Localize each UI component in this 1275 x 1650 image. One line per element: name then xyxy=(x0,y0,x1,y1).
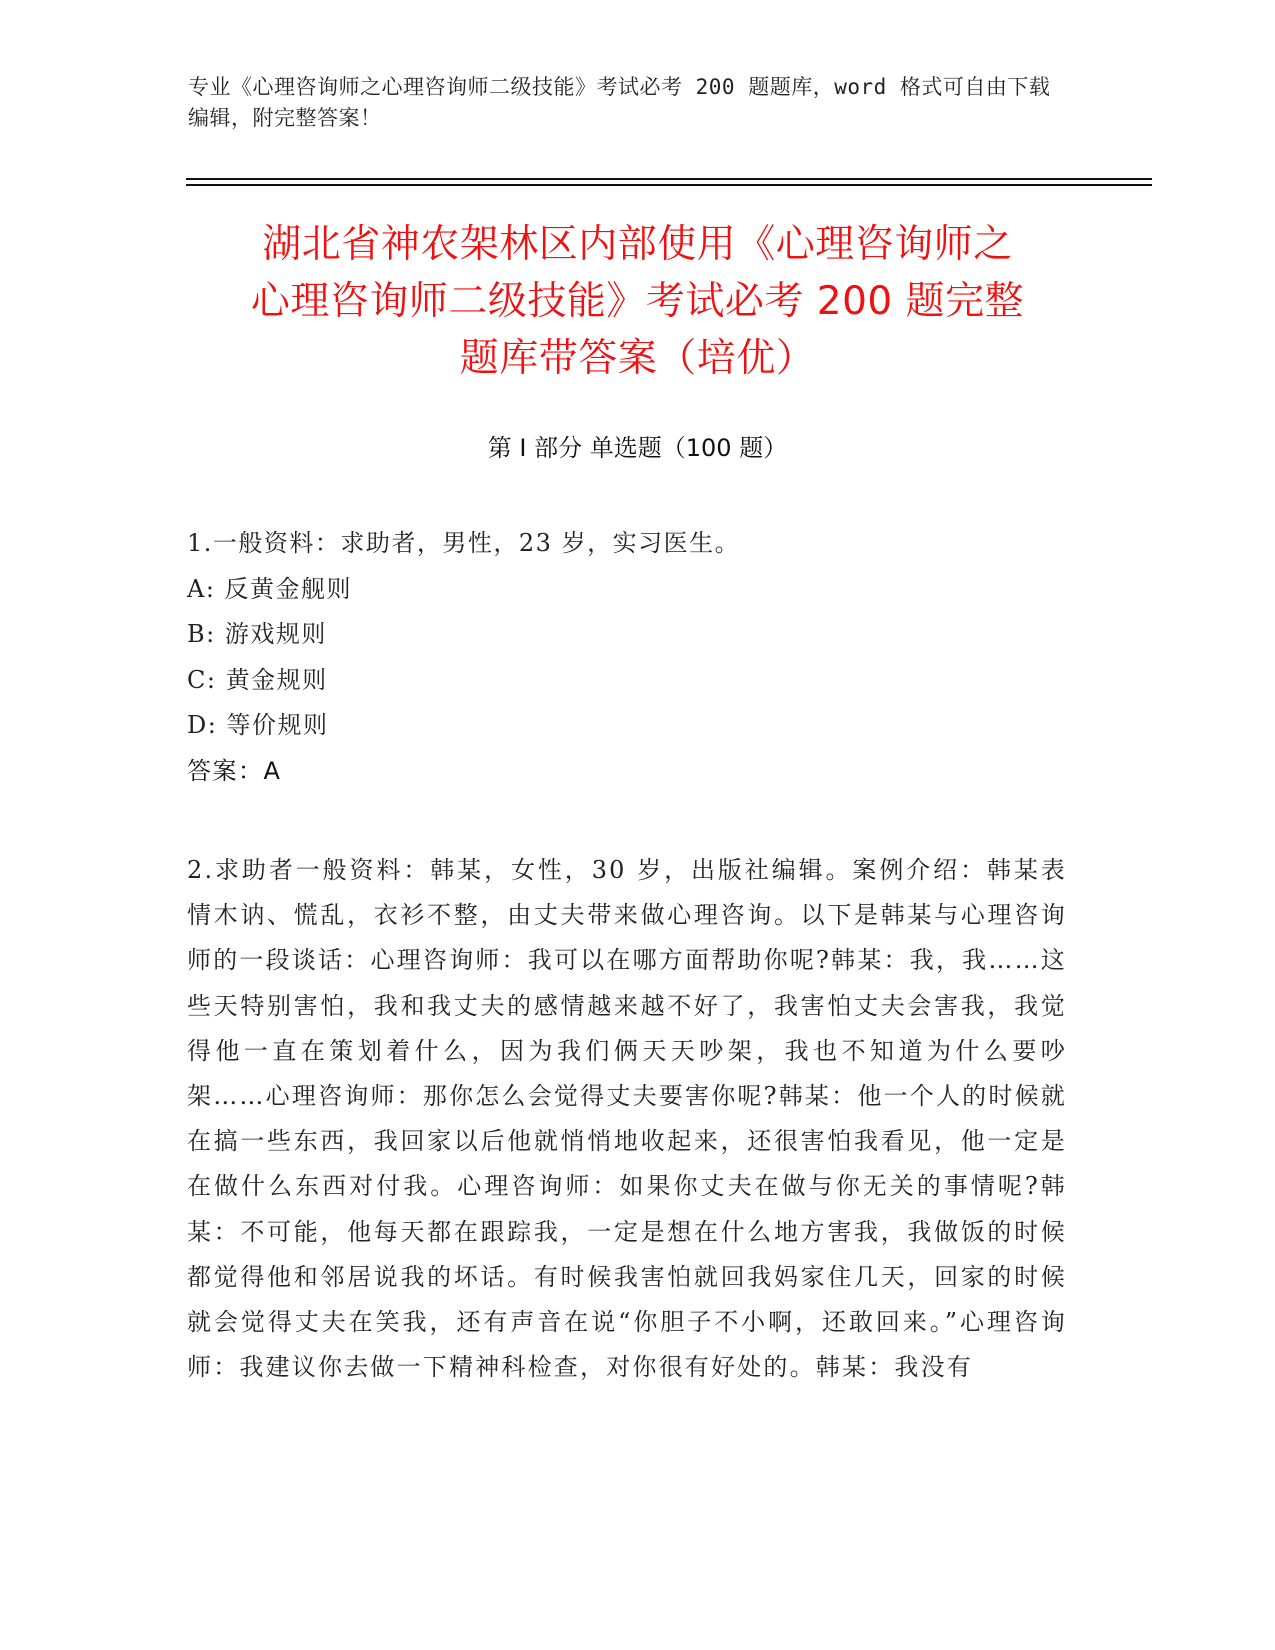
question-2: 2.求助者一般资料：韩某，女性，30 岁，出版社编辑。案例介绍：韩某表情木讷、慌乱，衣衫不整，由丈夫带来做心理咨询。以下是韩某与心理咨询师的一段谈话：心理咨询师：我可以在哪方面帮助你呢?韩某：我，我……这些天特别害怕，我和我丈夫的感情越来越不好了，我害怕丈夫会害我，我觉得他一直在策划着什么，因为我们俩天天吵架，我也不知道为什么要吵架……心理咨询师：那你怎么会觉得丈夫要害你呢?韩某：他一个人的时候就在搞一些东西，我回家以后他就悄悄地收起来，还很害怕我看见，他一定是在做什么东西对付我。心理咨询师：如果你丈夫在做与你无关的事情呢?韩某：不可能，他每天都在跟踪我，一定是想在什么地方害我，我做饭的时候都觉得他和邻居说我的坏话。有时候我害怕就回我妈家住几天，回家的时候就会觉得丈夫在笑我，还有声音在说“你胆子不小啊，还敢回来。”心理咨询师：我建议你去做一下精神科检查，对你很有好处的。韩某：我没有 xyxy=(187,856,1067,1382)
option-b: B: 游戏规则 xyxy=(187,620,327,648)
header-note: 专业《心理咨询师之心理咨询师二级技能》考试必考 200 题题库，word 格式可自由下载编辑，附完整答案！ xyxy=(188,75,1051,130)
option-d: D: 等价规则 xyxy=(187,711,329,739)
title-line: 心理咨询师二级技能》考试必考 200 题完整 xyxy=(250,279,1025,324)
answer: 答案：A xyxy=(187,756,282,785)
section-title: 第 I 部分 单选题（100 题） xyxy=(487,434,788,462)
document-title xyxy=(150,216,1125,387)
option-a: A: 反黄金舰则 xyxy=(187,574,353,603)
header-divider-bottom xyxy=(186,184,1152,186)
option-c: C: 黄金规则 xyxy=(187,665,328,694)
question-1 xyxy=(187,528,1087,801)
title-line: 题库带答案（培优） xyxy=(459,336,816,381)
question-text: 1.一般资料：求助者，男性，23 岁，实习医生。 xyxy=(187,529,741,557)
title-line: 湖北省神农架林区内部使用《心理咨询师之 xyxy=(262,222,1013,267)
header-divider-top xyxy=(186,178,1152,180)
